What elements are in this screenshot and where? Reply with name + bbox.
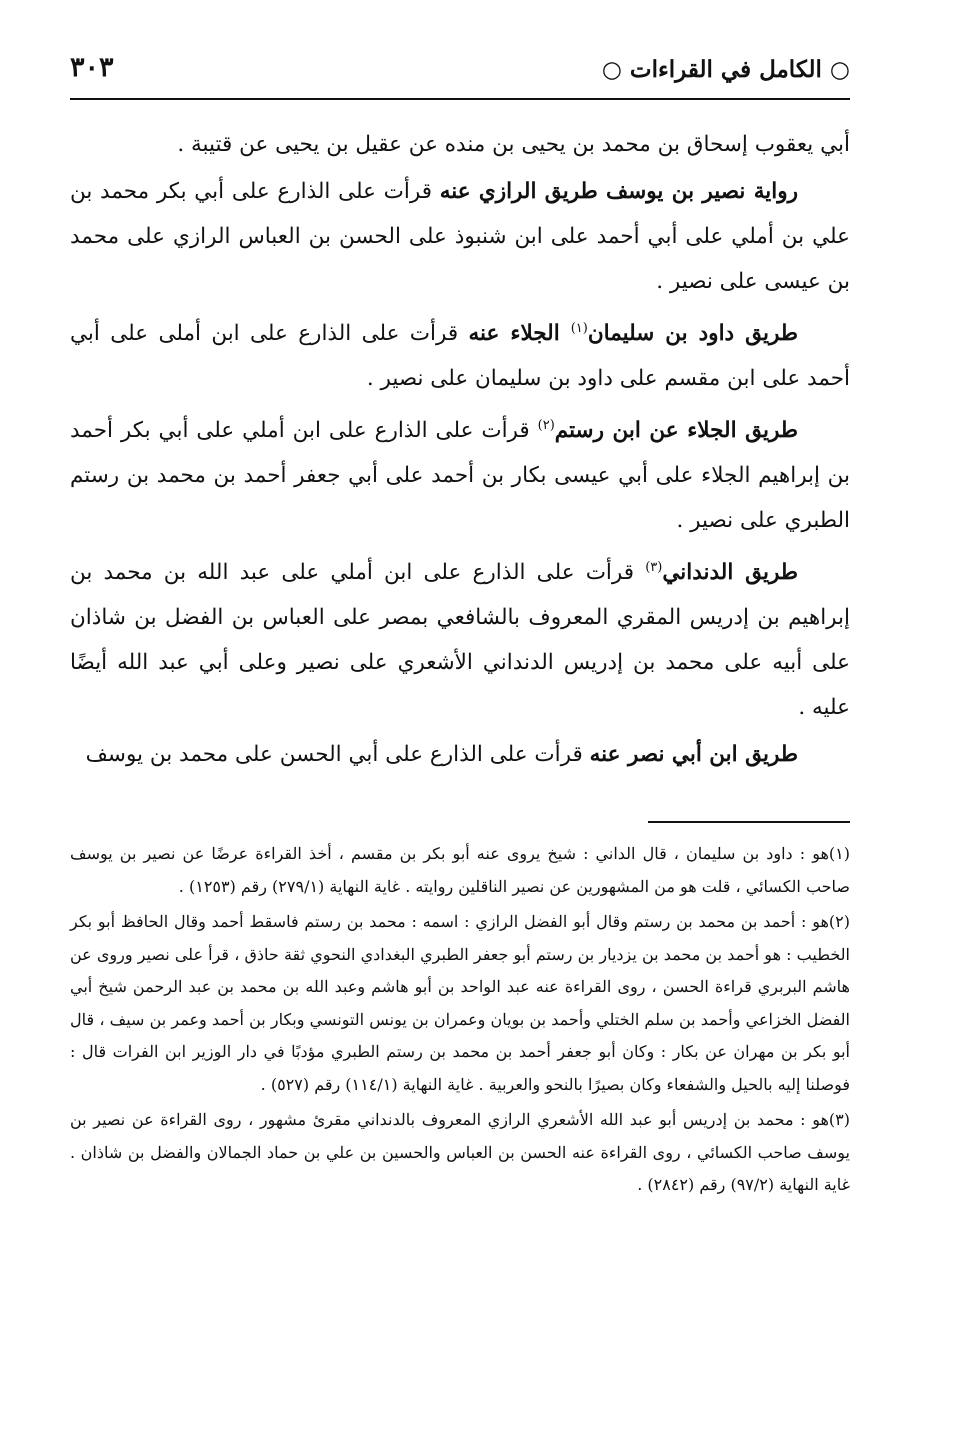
footnote-text: هو : داود بن سليمان ، قال الداني : شيخ يروى عنه أبو بكر بن مقسم ، أخذ القراءة عرضًا عن نصير بن يوسف صاحب الكسائي ، قلت هو من المشهورين عن نصير الناقلين روايته . غاية النهاية (٢٧٩/١) رقم (١٢٥٣) . <box>70 844 850 896</box>
paragraph-text: قرأت على الذارع على ابن أملي على عبد الله بن محمد بن إبراهيم بن إدريس المقري المعروف بالشافعي بمصر على العباس بن الفضل بن شاذان على أبيه على محمد بن إدريس الدنداني الأشعري على نصير وعلى أبي عبد الله أيضًا عليه . <box>70 560 850 721</box>
section-heading: طريق داود بن سليمان <box>587 321 799 347</box>
paragraph-text: أبي يعقوب إسحاق بن محمد بن يحيى بن منده عن عقيل بن يحيى عن قتيبة . <box>177 132 850 157</box>
page-number: ٣٠٣ <box>70 52 114 83</box>
paragraph <box>70 732 850 777</box>
section-heading: طريق ابن أبي نصر عنه <box>589 742 798 768</box>
paragraph-text: قرأت على الذارع على ابن أملي على أبي بكر أحمد بن إبراهيم الجلاء على أبي عيسى بكار بن أحمد على أبي جعفر أحمد بن محمد بن رستم الطبري على نصير . <box>70 418 850 534</box>
footnotes <box>70 838 850 1205</box>
paragraph <box>70 403 850 543</box>
paragraph <box>70 122 850 167</box>
footnote-text: هو : محمد بن إدريس أبو عبد الله الأشعري الرازي المعروف بالدنداني مقرئ مشهور ، روى القراءة عن نصير بن يوسف صاحب الكسائي ، روى القراءة عنه الحسن بن العباس والحسين بن علي بن حماد الجمالان والفضل بن شاذان . غاية النهاية (٩٧/٢) رقم (٢٨٤٢) . <box>70 1110 850 1194</box>
running-title: ○ الكامل في القراءات ○ <box>601 56 850 83</box>
section-heading: طريق الدنداني <box>662 560 798 586</box>
page-header <box>70 50 850 100</box>
paragraph <box>70 306 850 401</box>
footnote-separator <box>648 821 850 823</box>
footnote-ref: (٢) <box>537 418 555 434</box>
paragraph-text: قرأت على الذارع على أبي بكر محمد بن علي بن أملي على أبي أحمد على ابن شنبوذ على الحسن بن العباس الرازي على محمد بن عيسى على نصير . <box>70 179 850 294</box>
footnote-ref: (١) <box>570 321 588 336</box>
footnote-number: (٣) <box>828 1110 850 1129</box>
footnote-text: هو : أحمد بن محمد بن رستم وقال أبو الفضل الرازي : اسمه : محمد بن رستم فاسقط أحمد وقال الحافظ أبو بكر الخطيب : هو أحمد بن محمد بن يزديار بن رستم أبو جعفر الطبري البغدادي النحوي ثقة حاذق ، قرأ على نصير وروى عن هاشم البربري قراءة الحسن ، روى القراءة عنه عبد الواحد بن أبو هاشم وعبد الله بن محمد بن عبد الرحمن شيخ أبي الفضل الخزاعي وأحمد بن سلم الختلي وأحمد بن بويان وعمران بن يونس التونسي وبكار بن أحمد وعمر بن سيف ، قال أبو بكر بن مهران عن بكار : وكان أبو جعفر أحمد بن محمد بن رستم الطبري مؤدبًا في دار الوزير ابن الفرات قال : فوصلنا إليه بالحيل والشفعاء وكان بصيرًا بالنحو والعربية . غاية النهاية (١١٤/١) رقم (٥٢٧) . <box>70 912 850 1094</box>
footnote-number: (٢) <box>828 912 850 931</box>
section-heading: رواية نصير بن يوسف طريق الرازي عنه <box>439 179 798 204</box>
paragraph-text: قرأت على الذارع على أبي الحسن على محمد بن يوسف <box>85 742 590 768</box>
footnote-ref: (٣) <box>645 560 663 576</box>
footnote-number: (١) <box>828 844 850 863</box>
section-heading-cont: الجلاء عنه <box>468 321 571 347</box>
main-text <box>70 122 850 777</box>
paragraph <box>70 169 850 304</box>
footnote <box>70 906 850 1101</box>
section-heading: طريق الجلاء عن ابن رستم <box>554 418 799 444</box>
footnote <box>70 1104 850 1202</box>
paragraph-text: قرأت على الذارع على ابن أملى على أبي أحمد على ابن مقسم على داود بن سليمان على نصير . <box>70 321 850 392</box>
footnote <box>70 838 850 903</box>
paragraph <box>70 545 850 730</box>
